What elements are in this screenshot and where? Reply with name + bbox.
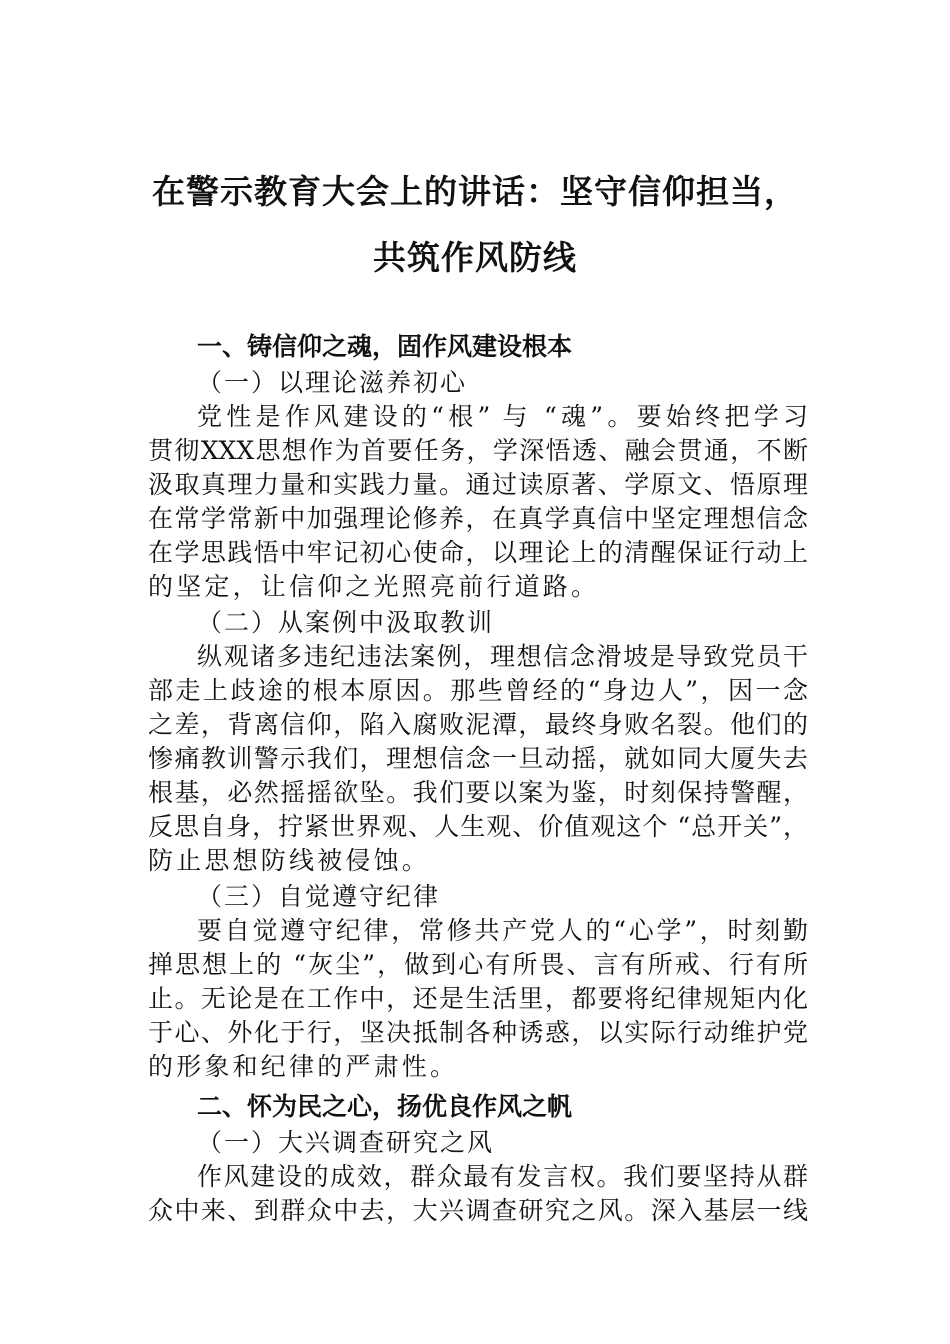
paragraph-line: 的形象和纪律的严肃性。 <box>148 1052 459 1081</box>
paragraph-line: 掸思想上的 “灰尘”，做到心有所畏、言有所戒、行有所 <box>148 950 808 979</box>
paragraph-line: 的坚定，让信仰之光照亮前行道路。 <box>148 572 600 601</box>
paragraph-line: 防止思想防线被侵蚀。 <box>148 846 431 875</box>
section-1-subheading-2: （二）从案例中汲取教训 <box>197 608 495 637</box>
section-2-heading: 二、怀为民之心，扬优良作风之帆 <box>197 1092 573 1121</box>
section-2-subheading-1: （一）大兴调查研究之风 <box>197 1128 495 1157</box>
paragraph-line: 根基，必然摇摇欲坠。我们要以案为鉴，时刻保持警醒， <box>148 778 808 807</box>
paragraph-line: 之差，背离信仰，陷入腐败泥潭，最终身败名裂。他们的 <box>148 710 808 739</box>
paragraph-line: 众中来、到群众中去，大兴调查研究之风。深入基层一线 <box>148 1196 808 1225</box>
paragraph-line: 部走上歧途的根本原因。那些曾经的“身边人”，因一念 <box>148 676 808 705</box>
paragraph-line: 于心、外化于行，坚决抵制各种诱惑，以实际行动维护党 <box>148 1018 808 1047</box>
paragraph-line: 贯彻XXX思想作为首要任务，学深悟透、融会贯通，不断 <box>148 436 808 465</box>
section-1-subheading-3: （三）自觉遵守纪律 <box>197 882 441 911</box>
paragraph-line: 止。无论是在工作中，还是生活里，都要将纪律规矩内化 <box>148 984 808 1013</box>
paragraph-line: 作风建设的成效，群众最有发言权。我们要坚持从群 <box>197 1162 808 1191</box>
document-title-line-1: 在警示教育大会上的讲话：坚守信仰担当， <box>152 172 798 211</box>
section-1-heading: 一、铸信仰之魂，固作风建设根本 <box>197 332 573 361</box>
paragraph-line: 惨痛教训警示我们，理想信念一旦动摇，就如同大厦失去 <box>148 744 808 773</box>
paragraph-line: 反思自身，拧紧世界观、人生观、价值观这个 “总开关”， <box>148 812 808 841</box>
paragraph-line: 在常学常新中加强理论修养，在真学真信中坚定理想信念 <box>148 504 808 533</box>
paragraph-line: 汲取真理力量和实践力量。通过读原著、学原文、悟原理 <box>148 470 808 499</box>
paragraph-line: 要自觉遵守纪律，常修共产党人的“心学”，时刻勤 <box>197 916 808 945</box>
paragraph-line: 在学思践悟中牢记初心使命，以理论上的清醒保证行动上 <box>148 538 808 567</box>
document-title-line-2: 共筑作风防线 <box>373 238 577 277</box>
paragraph-line: 纵观诸多违纪违法案例，理想信念滑坡是导致党员干 <box>197 642 808 671</box>
section-1-subheading-1: （一）以理论滋养初心 <box>197 368 468 397</box>
paragraph-line: 党性是作风建设的“根” 与 “魂”。要始终把学习 <box>197 402 808 431</box>
